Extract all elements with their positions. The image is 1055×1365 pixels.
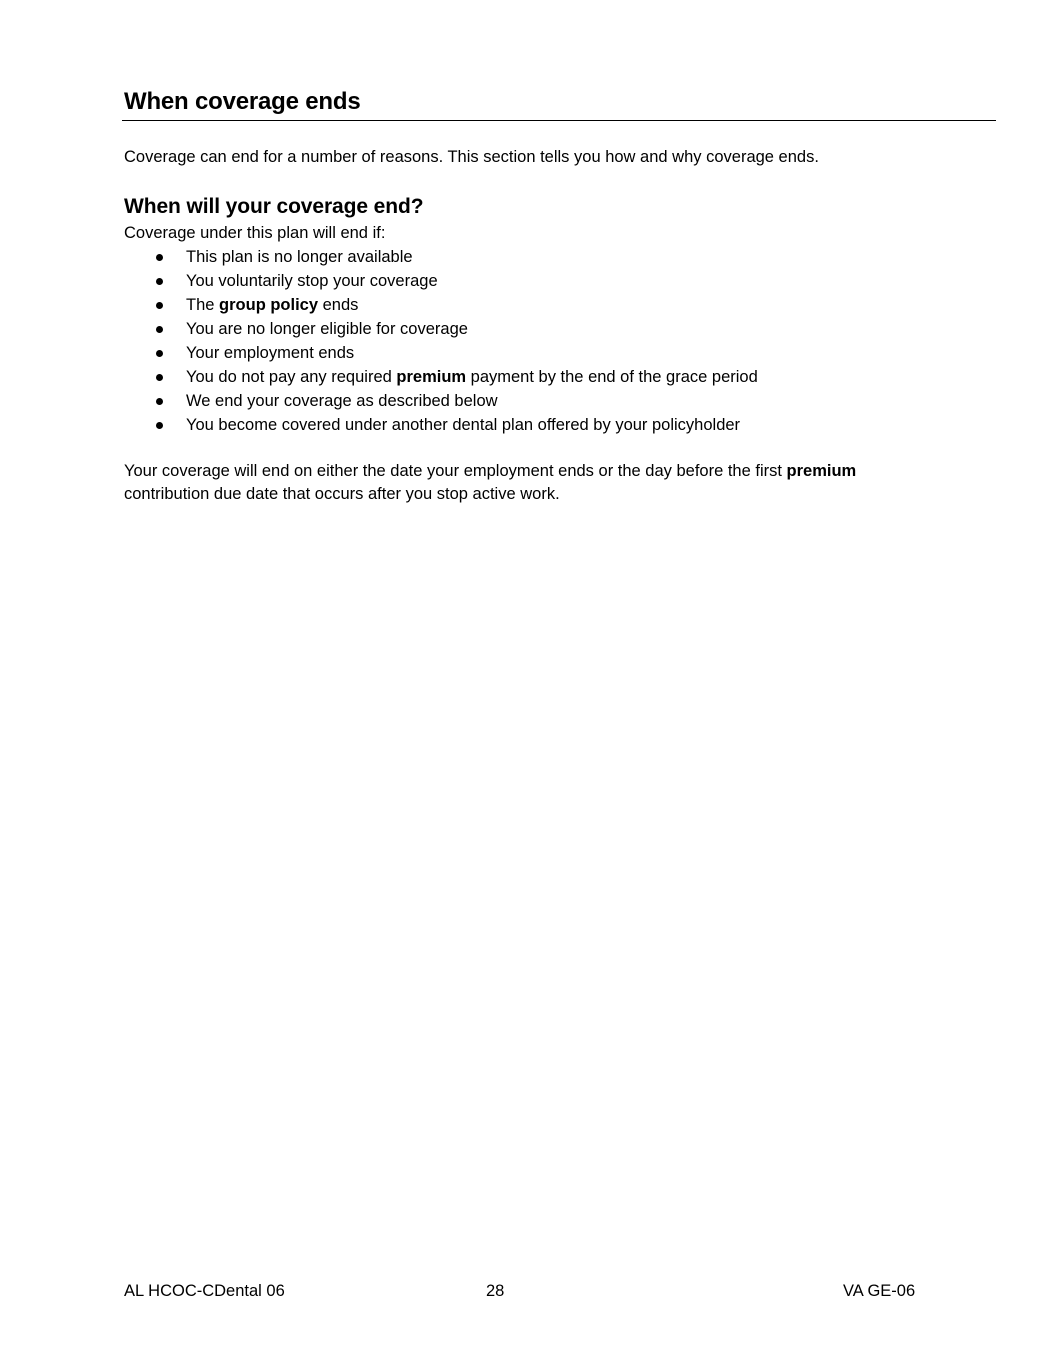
list-item xyxy=(124,365,758,389)
list-item-bold: premium xyxy=(396,368,467,386)
list-item-text: This plan is no longer available xyxy=(186,248,413,266)
bullet-icon xyxy=(156,278,163,285)
subsection-heading: When will your coverage end? xyxy=(124,195,424,218)
list-item-bold: group policy xyxy=(219,296,319,314)
list-item-text-after: payment by the end of the grace period xyxy=(466,368,758,386)
bullet-icon xyxy=(156,350,163,357)
section-title: When coverage ends xyxy=(124,88,361,115)
list-item-text: You become covered under another dental plan offered by your policyholder xyxy=(186,416,741,434)
closing-paragraph xyxy=(124,460,924,506)
page-number: 28 xyxy=(486,1282,505,1300)
list-item xyxy=(124,413,758,437)
bullet-icon xyxy=(156,302,163,309)
coverage-end-list xyxy=(124,245,758,437)
list-item-text: You voluntarily stop your coverage xyxy=(186,272,438,290)
footer-state-code: VA GE-06 xyxy=(843,1282,916,1300)
list-item-text: Your employment ends xyxy=(186,344,355,362)
bullet-icon xyxy=(156,326,163,333)
subsection-lead: Coverage under this plan will end if: xyxy=(124,224,386,242)
closing-text: Your coverage will end on either the date your employment ends or the day before the first xyxy=(124,462,787,480)
closing-bold: premium xyxy=(786,462,857,480)
list-item-text-after: ends xyxy=(318,296,359,314)
list-item xyxy=(124,293,758,317)
bullet-icon xyxy=(156,374,163,381)
list-item-text: You do not pay any required xyxy=(186,368,397,386)
section-intro: Coverage can end for a number of reasons. This section tells you how and why coverage ends. xyxy=(124,148,819,166)
list-item-text: You are no longer eligible for coverage xyxy=(186,320,468,338)
closing-line-2: contribution due date that occurs after you stop active work. xyxy=(124,485,560,503)
bullet-icon xyxy=(156,398,163,405)
bullet-icon xyxy=(156,254,163,261)
footer-form-code: AL HCOC-CDental 06 xyxy=(124,1282,285,1300)
list-item xyxy=(124,245,758,269)
bullet-icon xyxy=(156,422,163,429)
list-item-text: The xyxy=(186,296,220,314)
list-item xyxy=(124,269,758,293)
title-divider xyxy=(122,120,996,121)
list-item xyxy=(124,317,758,341)
list-item xyxy=(124,341,758,365)
list-item xyxy=(124,389,758,413)
list-item-text: We end your coverage as described below xyxy=(186,392,498,410)
closing-line-1 xyxy=(124,460,924,483)
